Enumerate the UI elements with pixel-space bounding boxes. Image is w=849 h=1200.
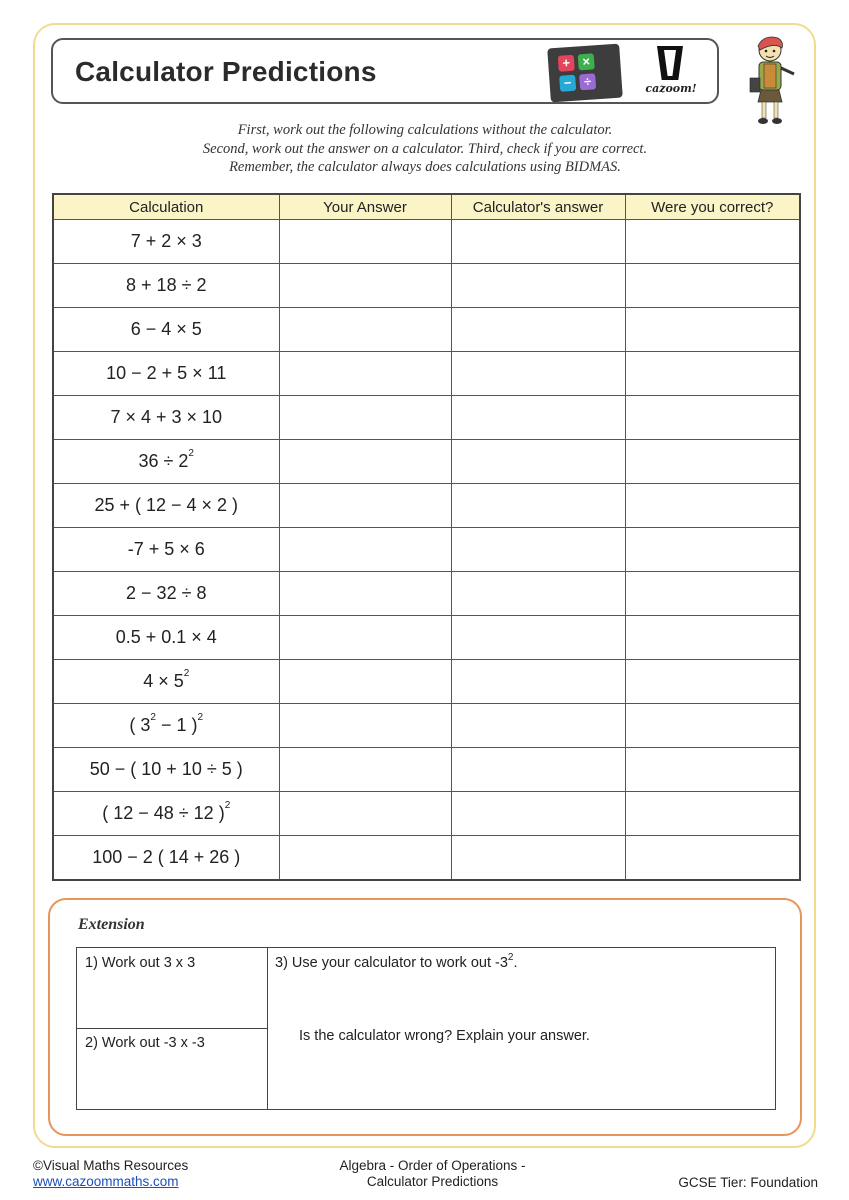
extension-q1-cell[interactable]: [77, 948, 267, 1029]
exponent: 2: [224, 800, 231, 811]
table-row: [53, 748, 800, 792]
exponent: 2: [197, 712, 204, 723]
extension-table: [76, 947, 776, 1110]
calculation-text: -7 + 5 × 6: [127, 539, 205, 559]
title-box: [51, 38, 719, 104]
correct-cell[interactable]: [625, 616, 800, 660]
plus-key-icon: +: [558, 55, 575, 72]
calculation-cell: [53, 572, 279, 616]
your-answer-cell[interactable]: [279, 704, 451, 748]
extension-q1: 1) Work out 3 x 3: [85, 955, 196, 971]
calculations-table: [52, 193, 801, 881]
calculation-text: 4 × 5: [143, 671, 184, 691]
extension-q3-followup: Is the calculator wrong? Explain your answer.: [299, 1028, 590, 1044]
calculation-cell: [53, 616, 279, 660]
your-answer-cell[interactable]: [279, 220, 451, 264]
topic-line-2: Calculator Predictions: [366, 1174, 499, 1189]
calculator-icon: [547, 44, 623, 103]
calculation-text: 8 + 18 ÷ 2: [126, 275, 207, 295]
extension-box: [48, 898, 802, 1136]
your-answer-cell[interactable]: [279, 748, 451, 792]
calculation-cell: [53, 396, 279, 440]
header-calculator-answer: Calculator's answer: [451, 194, 625, 220]
correct-cell[interactable]: [625, 440, 800, 484]
calculation-text: ( 12 − 48 ÷ 12 ): [102, 803, 225, 823]
website-link[interactable]: www.cazoommaths.com: [33, 1174, 179, 1189]
topic-line-1: Algebra - Order of Operations -: [339, 1158, 526, 1173]
table-row: [53, 264, 800, 308]
mascot-illustration: [744, 34, 800, 126]
calculation-text: 2 − 32 ÷ 8: [126, 583, 207, 603]
extension-label: Extension: [78, 916, 145, 933]
table-row: [53, 220, 800, 264]
correct-cell[interactable]: [625, 660, 800, 704]
extension-q3: [275, 952, 518, 971]
correct-cell[interactable]: [625, 704, 800, 748]
correct-cell[interactable]: [625, 308, 800, 352]
table-row: [53, 484, 800, 528]
correct-cell[interactable]: [625, 484, 800, 528]
correct-cell[interactable]: [625, 220, 800, 264]
calculator-answer-cell[interactable]: [451, 660, 625, 704]
extension-left-column: [77, 948, 268, 1109]
header-were-you-correct: Were you correct?: [625, 194, 800, 220]
your-answer-cell[interactable]: [279, 396, 451, 440]
calculator-answer-cell[interactable]: [451, 704, 625, 748]
instruction-line: Second, work out the answer on a calculator. Third, check if you are correct.: [202, 140, 648, 157]
page-title: Calculator Predictions: [75, 56, 377, 87]
calculator-answer-cell[interactable]: [451, 616, 625, 660]
correct-cell[interactable]: [625, 396, 800, 440]
table-row: [53, 308, 800, 352]
extension-q2: 2) Work out -3 x -3: [85, 1035, 205, 1051]
your-answer-cell[interactable]: [279, 836, 451, 881]
calculator-answer-cell[interactable]: [451, 308, 625, 352]
calculation-cell: [53, 528, 279, 572]
your-answer-cell[interactable]: [279, 616, 451, 660]
header-your-answer: Your Answer: [279, 194, 451, 220]
times-key-icon: ×: [578, 53, 595, 70]
calculation-cell: [53, 836, 279, 881]
instruction-line: Remember, the calculator always does calculations using BIDMAS.: [229, 159, 621, 175]
logo-text: cazoom!: [645, 82, 697, 95]
exponent: 2: [150, 712, 156, 723]
table-row: [53, 660, 800, 704]
your-answer-cell[interactable]: [279, 660, 451, 704]
cazoom-logo: [641, 46, 701, 100]
calculation-text: 36 ÷ 2: [138, 451, 189, 471]
extension-q3-end: .: [513, 955, 518, 971]
calculator-answer-cell[interactable]: [451, 484, 625, 528]
calculator-answer-cell[interactable]: [451, 748, 625, 792]
calculation-cell: [53, 308, 279, 352]
correct-cell[interactable]: [625, 528, 800, 572]
footer-topic: [330, 1158, 535, 1190]
calculation-cell: [53, 748, 279, 792]
your-answer-cell[interactable]: [279, 528, 451, 572]
extension-q3-text: 3) Use your calculator to work out -3: [275, 955, 508, 971]
exponent: 2: [183, 668, 190, 679]
divide-key-icon: ÷: [579, 73, 596, 90]
extension-q2-cell[interactable]: [77, 1028, 267, 1110]
calculator-answer-cell[interactable]: [451, 396, 625, 440]
calculation-text: 7 × 4 + 3 × 10: [110, 407, 223, 427]
calculator-answer-cell[interactable]: [451, 264, 625, 308]
your-answer-cell[interactable]: [279, 308, 451, 352]
calculation-text: − 1 ): [155, 715, 198, 735]
calculation-cell: [53, 484, 279, 528]
header-calculation: Calculation: [53, 194, 279, 220]
calculation-text: 100 − 2 ( 14 + 26 ): [92, 847, 241, 867]
calculation-cell: [53, 264, 279, 308]
calculator-answer-cell[interactable]: [451, 352, 625, 396]
your-answer-cell[interactable]: [279, 264, 451, 308]
table-row: [53, 704, 800, 748]
correct-cell[interactable]: [625, 264, 800, 308]
table-header-row: [53, 194, 800, 220]
calculation-text: ( 3: [129, 715, 151, 735]
correct-cell[interactable]: [625, 836, 800, 881]
calculator-answer-cell[interactable]: [451, 836, 625, 881]
your-answer-cell[interactable]: [279, 352, 451, 396]
calculation-cell: [53, 220, 279, 264]
calculation-text: 25 + ( 12 − 4 × 2 ): [94, 495, 239, 515]
correct-cell[interactable]: [625, 572, 800, 616]
your-answer-cell[interactable]: [279, 440, 451, 484]
correct-cell[interactable]: [625, 352, 800, 396]
table-row: [53, 572, 800, 616]
table-row: [53, 616, 800, 660]
exponent: 2: [188, 448, 194, 459]
table-row: [53, 836, 800, 881]
table-row: [53, 352, 800, 396]
calculation-cell: [53, 792, 279, 836]
calculation-text: 0.5 + 0.1 × 4: [115, 627, 217, 647]
calculation-cell: [53, 704, 279, 748]
table-row: [53, 440, 800, 484]
calculation-text: 50 − ( 10 + 10 ÷ 5 ): [89, 759, 243, 779]
calculator-answer-cell[interactable]: [451, 528, 625, 572]
copyright: ©Visual Maths Resources: [33, 1158, 189, 1173]
your-answer-cell[interactable]: [279, 484, 451, 528]
calculator-answer-cell[interactable]: [451, 792, 625, 836]
instructions: [52, 121, 798, 177]
calculation-cell: [53, 440, 279, 484]
correct-cell[interactable]: [625, 792, 800, 836]
table-row: [53, 792, 800, 836]
calculation-cell: [53, 660, 279, 704]
your-answer-cell[interactable]: [279, 572, 451, 616]
calculation-text: 7 + 2 × 3: [130, 231, 202, 251]
table-row: [53, 396, 800, 440]
minus-key-icon: −: [559, 75, 576, 92]
extension-q3-sup: 2: [507, 952, 514, 963]
calculation-cell: [53, 352, 279, 396]
calculator-answer-cell[interactable]: [451, 572, 625, 616]
table-row: [53, 528, 800, 572]
calculation-text: 6 − 4 × 5: [130, 319, 202, 339]
calculation-text: 10 − 2 + 5 × 11: [106, 363, 227, 383]
footer-tier: GCSE Tier: Foundation: [678, 1175, 818, 1190]
calculator-answer-cell[interactable]: [451, 220, 625, 264]
correct-cell[interactable]: [625, 748, 800, 792]
footer-left: [33, 1158, 188, 1190]
your-answer-cell[interactable]: [279, 792, 451, 836]
instruction-line: First, work out the following calculations without the calculator.: [237, 122, 613, 138]
calculator-answer-cell[interactable]: [451, 440, 625, 484]
